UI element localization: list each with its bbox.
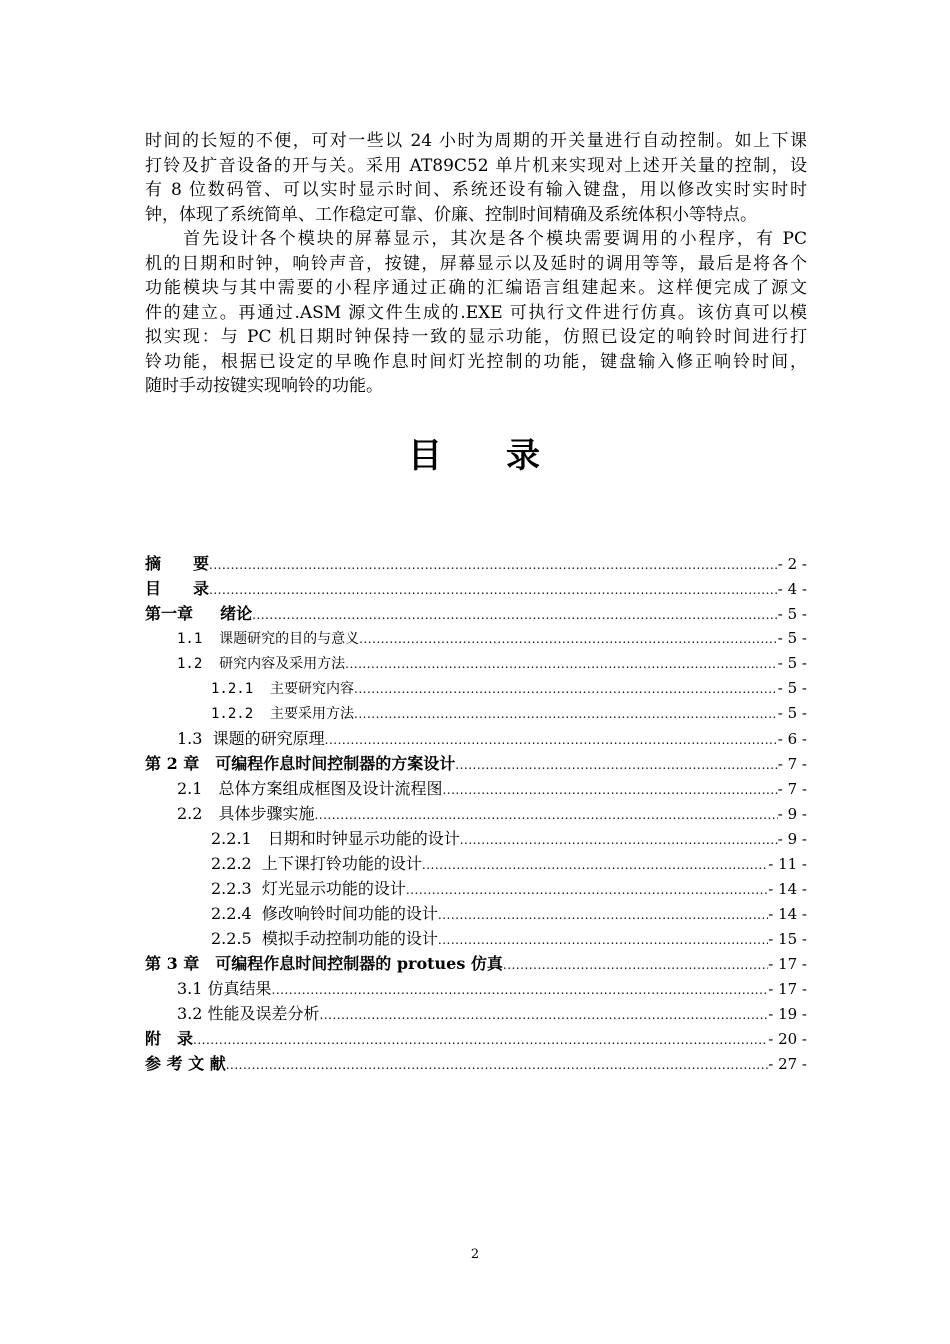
toc-leader-dots: [226, 1053, 769, 1078]
toc-leader-dots: [193, 1028, 768, 1053]
toc-entry[interactable]: [145, 1001, 807, 1026]
toc-leader-dots: [438, 903, 768, 928]
toc-entry[interactable]: [145, 551, 807, 576]
toc-leader-dots: [252, 603, 778, 628]
paragraph-line: 时间的长短的不便，可对一些以 24 小时为周期的开关量进行自动控制。如上下课: [145, 131, 807, 151]
toc-leader-dots: [272, 978, 769, 1003]
toc-entry-label: 2.2 具体步骤实施: [177, 804, 315, 823]
toc-entry[interactable]: [145, 876, 807, 901]
toc-entry[interactable]: [145, 751, 807, 776]
toc-entry-page: - 6 -: [777, 730, 807, 748]
paragraph-line: 打铃及扩音设备的开与关。采用 AT89C52 单片机来实现对上述开关量的控制，设: [145, 155, 807, 176]
toc-entry-label: 3.2 性能及误差分析: [177, 1004, 320, 1023]
paragraph-line: 功能模块与其中需要的小程序通过正确的汇编语言组建起来。这样便完成了源文: [145, 278, 807, 298]
paragraph-line: 拟实现：与 PC 机日期时钟保持一致的显示功能，仿照已设定的响铃时间进行打: [145, 327, 807, 347]
toc-entry-page: - 17 -: [768, 955, 807, 973]
toc-leader-dots: [354, 677, 778, 702]
toc-entry[interactable]: [145, 951, 807, 976]
toc-entry[interactable]: [145, 776, 807, 801]
toc-entry-page: - 14 -: [768, 880, 807, 898]
paragraph-line: 铃功能，根据已设定的早晚作息时间灯光控制的功能，键盘输入修正响铃时间，: [145, 351, 807, 372]
toc-heading-char: 目: [408, 436, 444, 476]
toc-leader-dots: [325, 728, 778, 753]
toc-entry[interactable]: [145, 601, 807, 626]
table-of-contents: [145, 551, 807, 1076]
toc-entry-label: 2.2.4 修改响铃时间功能的设计: [211, 904, 438, 923]
toc-entry-page: - 5 -: [777, 679, 807, 697]
toc-entry-page: - 15 -: [768, 930, 807, 948]
toc-entry-label: 2.2.3 灯光显示功能的设计: [211, 879, 406, 898]
toc-entry-label: 参 考 文 献: [145, 1054, 226, 1073]
toc-entry-label: 2.2.1 日期和时钟显示功能的设计: [211, 829, 460, 848]
toc-entry-label: 1.2.2 主要采用方法: [211, 706, 355, 722]
paragraph-line: 钟，体现了系统简单、工作稳定可靠、价廉、控制时间精确及系统体积小等特点。: [145, 204, 757, 225]
toc-leader-dots: [209, 578, 778, 603]
body-paragraph-1: [145, 129, 807, 227]
paragraph-line: 首先设计各个模块的屏幕显示，其次是各个模块需要调用的小程序，有 PC: [145, 229, 807, 249]
toc-entry-page: - 5 -: [777, 704, 807, 722]
toc-leader-dots: [354, 702, 778, 727]
toc-entry[interactable]: [145, 626, 807, 651]
toc-entry-page: - 7 -: [777, 780, 807, 798]
toc-entry-page: - 2 -: [777, 555, 807, 573]
toc-entry-page: - 5 -: [777, 654, 807, 672]
toc-leader-dots: [359, 627, 778, 652]
toc-entry-page: - 7 -: [777, 755, 807, 773]
toc-entry[interactable]: [145, 901, 807, 926]
toc-entry-label: 2.2.2 上下课打铃功能的设计: [211, 854, 422, 873]
toc-leader-dots: [503, 953, 768, 978]
toc-entry-label: 3.1 仿真结果: [177, 979, 272, 998]
toc-entry-label: 附 录: [145, 1029, 194, 1048]
toc-leader-dots: [438, 928, 768, 953]
toc-leader-dots: [320, 1003, 769, 1028]
toc-entry[interactable]: [145, 1051, 807, 1076]
toc-leader-dots: [442, 778, 777, 803]
toc-entry-page: - 17 -: [768, 980, 807, 998]
paragraph-line: 件的建立。再通过.ASM 源文件生成的.EXE 可执行文件进行仿真。该仿真可以模: [145, 302, 807, 323]
toc-entry[interactable]: [145, 576, 807, 601]
toc-entry-label: 第 3 章 可编程作息时间控制器的 protues 仿真: [145, 954, 503, 973]
toc-leader-dots: [460, 828, 778, 853]
toc-heading: [0, 428, 950, 477]
toc-entry-page: - 20 -: [768, 1030, 807, 1048]
toc-entry-label: 1.3 课题的研究原理: [177, 729, 325, 748]
toc-entry-page: - 27 -: [768, 1055, 807, 1073]
toc-leader-dots: [455, 753, 778, 778]
toc-entry[interactable]: [145, 851, 807, 876]
toc-leader-dots: [345, 652, 778, 677]
toc-entry[interactable]: [145, 726, 807, 751]
toc-entry[interactable]: [145, 1026, 807, 1051]
toc-entry-page: - 4 -: [777, 580, 807, 598]
page-number: 2: [470, 1247, 480, 1262]
toc-leader-dots: [209, 553, 778, 578]
paragraph-line: 有 8 位数码管、可以实时显示时间、系统还设有输入键盘，用以修改实时实时时: [145, 180, 807, 200]
toc-entry-page: - 14 -: [768, 905, 807, 923]
toc-entry-page: - 11 -: [768, 855, 807, 873]
paragraph-line: 机的日期和时钟，响铃声音，按键，屏幕显示以及延时的调用等等，最后是将各个: [145, 253, 807, 274]
toc-entry-page: - 19 -: [768, 1005, 807, 1023]
toc-entry-page: - 5 -: [777, 605, 807, 623]
toc-leader-dots: [406, 878, 768, 903]
body-paragraph-2: [145, 227, 807, 399]
toc-heading-char: 录: [506, 436, 542, 476]
toc-entry-label: 2.2.5 模拟手动控制功能的设计: [211, 929, 438, 948]
toc-entry-page: - 9 -: [777, 830, 807, 848]
toc-entry[interactable]: [145, 826, 807, 851]
toc-entry-page: - 9 -: [777, 805, 807, 823]
toc-entry[interactable]: [145, 976, 807, 1001]
toc-entry[interactable]: [145, 701, 807, 726]
toc-leader-dots: [314, 803, 777, 828]
toc-entry-label: 1.2 研究内容及采用方法: [177, 656, 346, 672]
toc-entry-label: 1.2.1 主要研究内容: [211, 681, 355, 697]
toc-entry[interactable]: [145, 926, 807, 951]
toc-entry-label: 目 录: [145, 579, 210, 598]
toc-entry-page: - 5 -: [777, 629, 807, 647]
toc-entry-label: 2.1 总体方案组成框图及设计流程图: [177, 779, 443, 798]
toc-entry-label: 1.1 课题研究的目的与意义: [177, 631, 360, 647]
toc-entry-label: 摘 要: [145, 554, 210, 573]
toc-entry[interactable]: [145, 676, 807, 701]
toc-leader-dots: [422, 853, 768, 878]
toc-entry-label: 第 2 章 可编程作息时间控制器的方案设计: [145, 754, 456, 773]
toc-entry[interactable]: [145, 801, 807, 826]
toc-entry[interactable]: [145, 651, 807, 676]
paragraph-line: 随时手动按键实现响铃的功能。: [145, 376, 383, 396]
toc-entry-label: 第一章 绪论: [145, 604, 253, 623]
